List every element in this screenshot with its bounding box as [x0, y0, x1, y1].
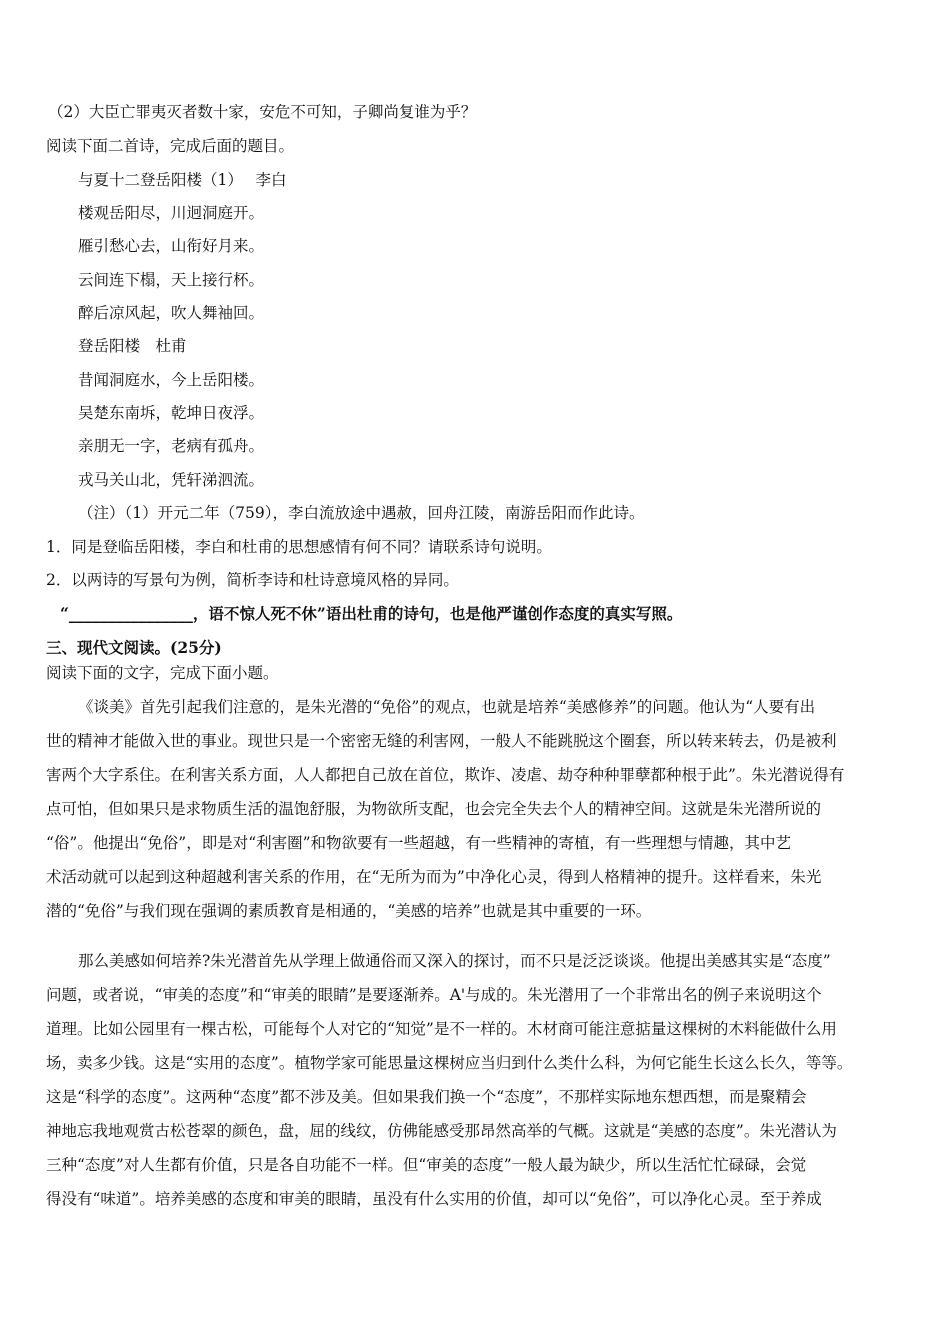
poem2-line: 戎马关山北，凭轩涕泗流。 — [78, 471, 265, 489]
section-instruction: 阅读下面的文字，完成下面小题。 — [46, 664, 279, 682]
paragraph-line: 害两个大字系住。在利害关系方面，人人都把自己放在首位，欺诈、凌虐、劫夺种种罪孽都种根于此”。朱光潜说得有 — [46, 766, 845, 784]
poem1-line: 醉后凉风起，吹人舞袖回。 — [78, 304, 265, 322]
paragraph-line: 世的精神才能做入世的事业。现世只是一个密密无缝的利害网，一般人不能跳脱这个圈套，所以转来转去，仍是被利 — [46, 732, 837, 750]
paragraph-line: “俗”。他提出“免俗”，即是对“利害圈”和物欲要有一些超越，有一些精神的寄植，有一些理想与情趣，其中艺 — [46, 834, 792, 852]
poem-instruction: 阅读下面二首诗，完成后面的题目。 — [46, 137, 295, 155]
paragraph-line: 那么美感如何培养?朱光潜首先从学理上做通俗而又深入的探讨，而不只是泛泛谈谈。他提出美感其实是“态度” — [78, 952, 831, 970]
poem2-line: 吴楚东南坼，乾坤日夜浮。 — [78, 404, 265, 422]
poem2-line: 昔闻洞庭水，今上岳阳楼。 — [78, 371, 265, 389]
paragraph-line: 三种“态度”对人生都有价值，只是各自功能不一样。但“审美的态度”一般人最为缺少，所以生活忙忙碌碌，会觉 — [46, 1156, 807, 1174]
question-1: 1．同是登临岳阳楼，李白和杜甫的思想感情有何不同？请联系诗句说明。 — [46, 538, 552, 556]
paragraph-line: 问题，或者说，“审美的态度”和“审美的眼睛”是要逐渐养。A'与成的。朱光潜用了一个非常出名的例子来说明这个 — [46, 986, 822, 1004]
question-3-fill-blank: “________________，语不惊人死不休”语出杜甫的诗句，也是他严谨创作态度的真实写照。 — [60, 604, 683, 623]
paragraph-line: 点可怕，但如果只是求物质生活的温饱舒服，为物欲所支配，也会完全失去个人的精神空间。这就是朱光潜所说的 — [46, 800, 822, 818]
question-text-line: （2）大臣亡罪夷灭者数十家，安危不可知，子卿尚复谁为乎？ — [48, 103, 477, 121]
paragraph-line: 这是“科学的态度”。这两种“态度”都不涉及美。但如果我们换一个“态度”，不那样实际地东想西想，而是聚精会 — [46, 1088, 807, 1106]
paragraph-line: 道理。比如公园里有一棵古松，可能每个人对它的“知觉”是不一样的。木材商可能注意掂量这棵树的木料能做什么用 — [46, 1020, 837, 1038]
question-2: 2．以两诗的写景句为例，简析李诗和杜诗意境风格的异同。 — [46, 571, 459, 589]
poem1-line: 雁引愁心去，山衔好月来。 — [78, 237, 265, 255]
paragraph-line: 术活动就可以起到这种超越利害关系的作用，在“无所为而为”中净化心灵，得到人格精神的提升。这样看来，朱光 — [46, 868, 822, 886]
section-heading: 三、现代文阅读。(25分) — [46, 638, 222, 657]
poem2-title: 登岳阳楼 杜甫 — [78, 337, 187, 355]
poem-note: （注）（1）开元二年（759），李白流放途中遇赦，回舟江陵，南游岳阳而作此诗。 — [78, 504, 645, 522]
paragraph-line: 得没有“味道”。培养美感的态度和审美的眼睛，虽没有什么实用的价值，却可以“免俗”，可以净化心灵。至于养成 — [46, 1190, 822, 1208]
paragraph-line: 神地忘我地观赏古松苍翠的颜色，盘，屈的线纹，仿佛能感受那昂然高举的气概。这就是“美感的态度”。朱光潜认为 — [46, 1122, 837, 1140]
poem2-line: 亲朋无一字，老病有孤舟。 — [78, 437, 265, 455]
poem1-title: 与夏十二登岳阳楼（1） 李白 — [78, 171, 287, 189]
paragraph-line: 场，卖多少钱。这是“实用的态度”。植物学家可能思量这棵树应当归到什么类什么科，为何它能生长这么长久，等等。 — [46, 1054, 853, 1072]
paragraph-line: 潜的“免俗”与我们现在强调的素质教育是相通的，“美感的培养”也就是其中重要的一环。 — [46, 902, 652, 920]
poem1-line: 楼观岳阳尽，川迥洞庭开。 — [78, 204, 265, 222]
poem1-line: 云间连下榻，天上接行杯。 — [78, 271, 265, 289]
paragraph-line: 《谈美》首先引起我们注意的，是朱光潜的“免俗”的观点，也就是培养“美感修养”的问题。他认为“人要有出 — [78, 698, 816, 716]
